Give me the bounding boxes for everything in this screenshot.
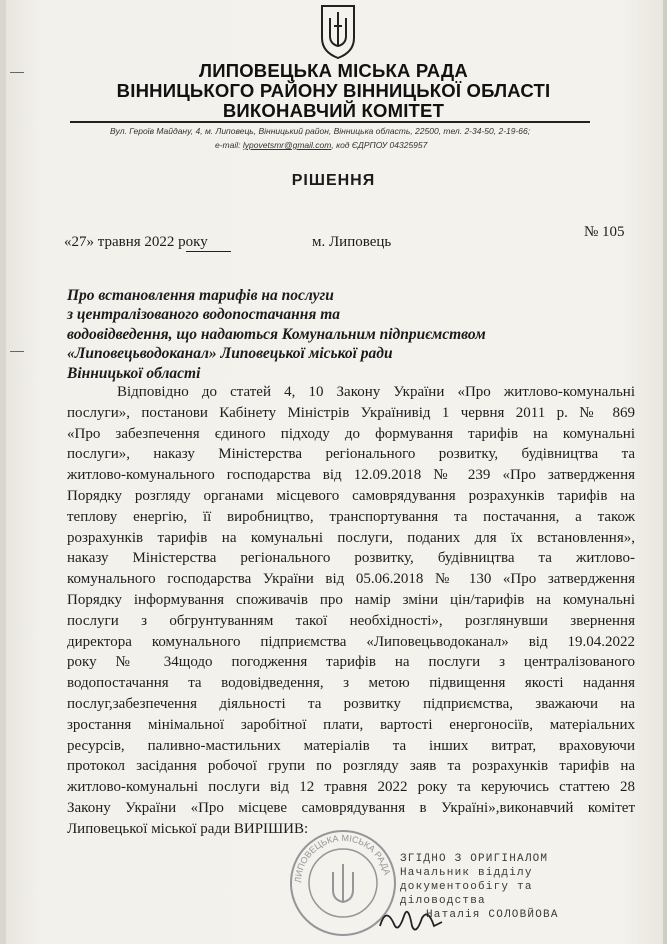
body-line: Порядку розгляду органами місцевого самоврядування розрахунків тарифів на — [67, 487, 635, 504]
subject-line: «Липовецьводоканал» Липовецької міської ради — [67, 345, 393, 363]
subject-line: Вінницької області — [67, 364, 201, 382]
body-line: Закону України «Про місцеве самоврядування в Україні»,виконавчий комітет — [67, 799, 635, 816]
body-line: року № 34щодо погодження тарифів на послуги з централізованого — [67, 654, 635, 671]
letterhead-divider — [70, 121, 590, 123]
certify-line: Начальник відділу — [400, 867, 533, 879]
certify-name: Наталія СОЛОВЙОВА — [426, 909, 559, 921]
scan-left-edge — [0, 0, 6, 944]
body-line: житлово-комунального господарства від 12.09.2018 № 239 «Про затвердження — [67, 467, 635, 484]
certify-line: діловодства — [400, 895, 486, 907]
subject-line: з централізованого водопостачання та — [67, 306, 341, 324]
district-name: ВІННИЦЬКОГО РАЙОНУ ВІННИЦЬКОЇ ОБЛАСТІ — [116, 80, 551, 101]
body-line: житлово-комунальні послуги від 12 травня 2022 року та керуючись статтею 28 — [67, 779, 635, 796]
body-line: директора комунального підприємства «Липовецьводоканал» від 19.04.2022 — [67, 633, 635, 650]
handwritten-signature-icon — [376, 896, 446, 940]
email-link[interactable]: lypovetsmr@gmail.com — [242, 140, 332, 150]
council-name: ЛИПОВЕЦЬКА МІСЬКА РАДА — [199, 60, 468, 81]
body-line: ресурсів, паливно-мастильних матеріалів та інших витрат, враховуючи — [67, 737, 635, 754]
document-date: «27» травня 2022 року — [64, 234, 208, 250]
email-line — [215, 140, 427, 150]
subject-line: Про встановлення тарифів на послуги — [67, 287, 334, 304]
email-label: e-mail: — [215, 140, 241, 150]
body-line: наказу Міністерства регіонального розвитку, будівництва та житлово- — [67, 550, 635, 567]
body-line: водопостачання та водовідведення, з метою підвищення якості надання — [67, 675, 635, 692]
scan-right-edge — [663, 0, 667, 944]
document-number: № 105 — [584, 224, 625, 240]
decision-body — [67, 382, 635, 840]
edrpou-code: , код ЄДРПОУ 04325957 — [331, 140, 428, 150]
body-line: Порядку інформування споживачів про намір зміни цін/тарифів на комунальні — [67, 591, 635, 608]
body-line: зростання мінімальної заробітної плати, вартості енергоносіїв, матеріальних — [67, 716, 635, 733]
coat-of-arms-icon — [318, 2, 358, 60]
decision-subject — [67, 286, 486, 383]
document-city: м. Липовець — [312, 234, 392, 250]
body-line: Відповідно до статей 4, 10 Закону України «Про житлово-комунальні — [117, 384, 635, 400]
body-line: розрахунків тарифів на комунальні послуги, поданих для їх встановлення», — [67, 529, 635, 546]
stamp-text: ЛИПОВЕЦЬКА МІСЬКА РАДА — [292, 832, 393, 884]
subject-line: водовідведення, що надаються Комунальним підприємством — [67, 325, 486, 343]
body-line: теплову енергію, її виробництво, транспортування та постачання, а також — [67, 508, 635, 525]
body-line: послуги», постанови Кабінету Міністрів Українивід 1 червня 2011 р. № 869 — [67, 404, 635, 421]
address-line: Вул. Героїв Майдану, 4, м. Липовець, Вінницький район, Вінницька область, 22500, тел. 2-34-50, 2-19-66; — [110, 126, 531, 136]
body-line: послуги», наказу Міністерства регіонального розвитку, будівництва та — [67, 446, 635, 463]
committee-name: ВИКОНАВЧИЙ КОМІТЕТ — [222, 100, 445, 121]
body-line: Липовецької міської ради ВИРІШИВ: — [67, 820, 309, 837]
body-line: протокол засідання робочої групи по розгляду заяв та розрахунків тарифів на — [67, 758, 635, 775]
body-line: «Про забезпечення єдиного підходу до формування тарифів на комунальні — [67, 425, 635, 442]
body-line: комунального господарства України від 05.06.2018 № 130 «Про затвердження — [67, 571, 635, 588]
date-underline — [186, 251, 231, 252]
body-line: послуги з обгрунтуванням такої необхідності», розглянувши звернення — [67, 612, 635, 629]
margin-mark — [10, 351, 24, 352]
certify-line: ЗГІДНО З ОРИГІНАЛОМ — [400, 853, 549, 865]
body-line: послуг,забезпечення діяльності та розвитку підприємства, зважаючи на — [67, 695, 635, 712]
certify-line: документообігу та — [400, 881, 533, 893]
document-title: РІШЕННЯ — [291, 172, 376, 189]
